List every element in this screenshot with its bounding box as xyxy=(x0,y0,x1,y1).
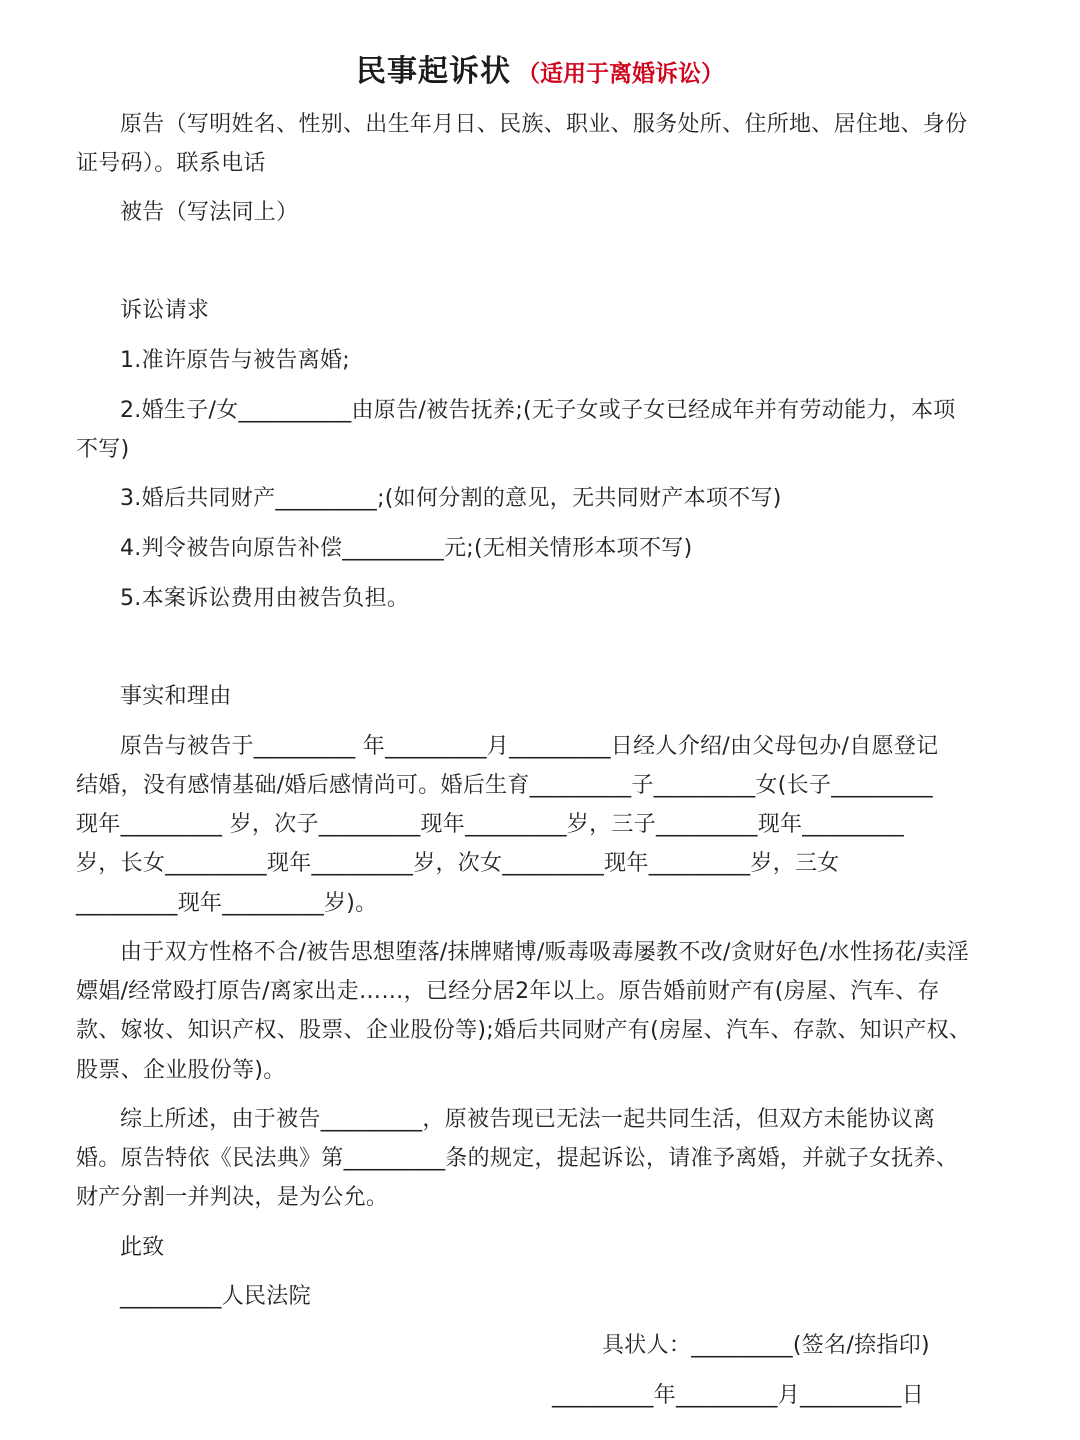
claims-heading: 诉讼请求 xyxy=(120,298,210,323)
salutation: 此致 xyxy=(120,1235,165,1260)
facts-p3-line-2: 婚。原告特依《民法典》第_________条的规定，提起诉讼，请准予离婚，并就子女抚养、 xyxy=(76,1146,959,1171)
plaintiff-line-2: 证号码）。联系电话 xyxy=(76,151,266,176)
facts-p2-line-1: 由于双方性格不合/被告思想堕落/抹牌赌博/贩毒吸毒屡教不改/贪财好色/水性扬花/卖淫 xyxy=(120,940,970,965)
facts-p1-line-3: 现年_________ 岁，次子_________现年_________岁，三子_________现年_________ xyxy=(76,812,904,837)
facts-p3-line-1: 综上所述，由于被告_________，原被告现已无法一起共同生活，但双方未能协议离 xyxy=(120,1107,936,1132)
facts-p2-line-4: 股票、企业股份等)。 xyxy=(76,1058,286,1083)
facts-p1-line-2: 结婚，没有感情基础/婚后感情尚可。婚后生育_________子_________女(长子_________ xyxy=(76,773,933,798)
facts-p2-line-3: 款、嫁妆、知识产权、股票、企业股份等);婚后共同财产有(房屋、汽车、存款、知识产权、 xyxy=(76,1018,972,1043)
title-subtitle: （适用于离婚诉讼） xyxy=(517,61,724,87)
claim-item-2-line-1: 2.婚生子/女__________由原告/被告抚养;(无子女或子女已经成年并有劳动能力，本项 xyxy=(120,398,956,423)
facts-p1-line-1: 原告与被告于_________ 年_________月_________日经人介绍/由父母包办/自愿登记 xyxy=(120,734,939,759)
claim-item-4: 4.判令被告向原告补偿_________元;(无相关情形本项不写) xyxy=(120,536,693,561)
facts-p1-line-5: _________现年_________岁)。 xyxy=(76,891,378,916)
facts-p2-line-2: 嫖娼/经常殴打原告/离家出走……，已经分居2年以上。原告婚前财产有(房屋、汽车、存 xyxy=(76,979,940,1004)
signer-line: 具状人：_________(签名/捺指印) xyxy=(602,1333,930,1358)
claim-item-1: 1.准许原告与被告离婚; xyxy=(120,348,351,373)
date-line: _________年_________月_________日 xyxy=(552,1383,924,1408)
claim-item-5: 5.本案诉讼费用由被告负担。 xyxy=(120,586,410,611)
claim-item-2-line-2: 不写) xyxy=(76,437,130,462)
court-line: _________人民法院 xyxy=(120,1284,311,1309)
document-title xyxy=(0,46,1080,90)
facts-heading: 事实和理由 xyxy=(120,684,232,709)
facts-p1-line-4: 岁，长女_________现年_________岁，次女_________现年_________岁，三女 xyxy=(76,851,840,876)
title-main: 民事起诉状 xyxy=(356,54,511,89)
defendant-line: 被告（写法同上） xyxy=(120,200,299,225)
facts-p3-line-3: 财产分割一并判决，是为公允。 xyxy=(76,1185,389,1210)
plaintiff-line-1: 原告（写明姓名、性别、出生年月日、民族、职业、服务处所、住所地、居住地、身份 xyxy=(120,112,968,137)
claim-item-3: 3.婚后共同财产_________;(如何分割的意见，无共同财产本项不写) xyxy=(120,486,782,511)
